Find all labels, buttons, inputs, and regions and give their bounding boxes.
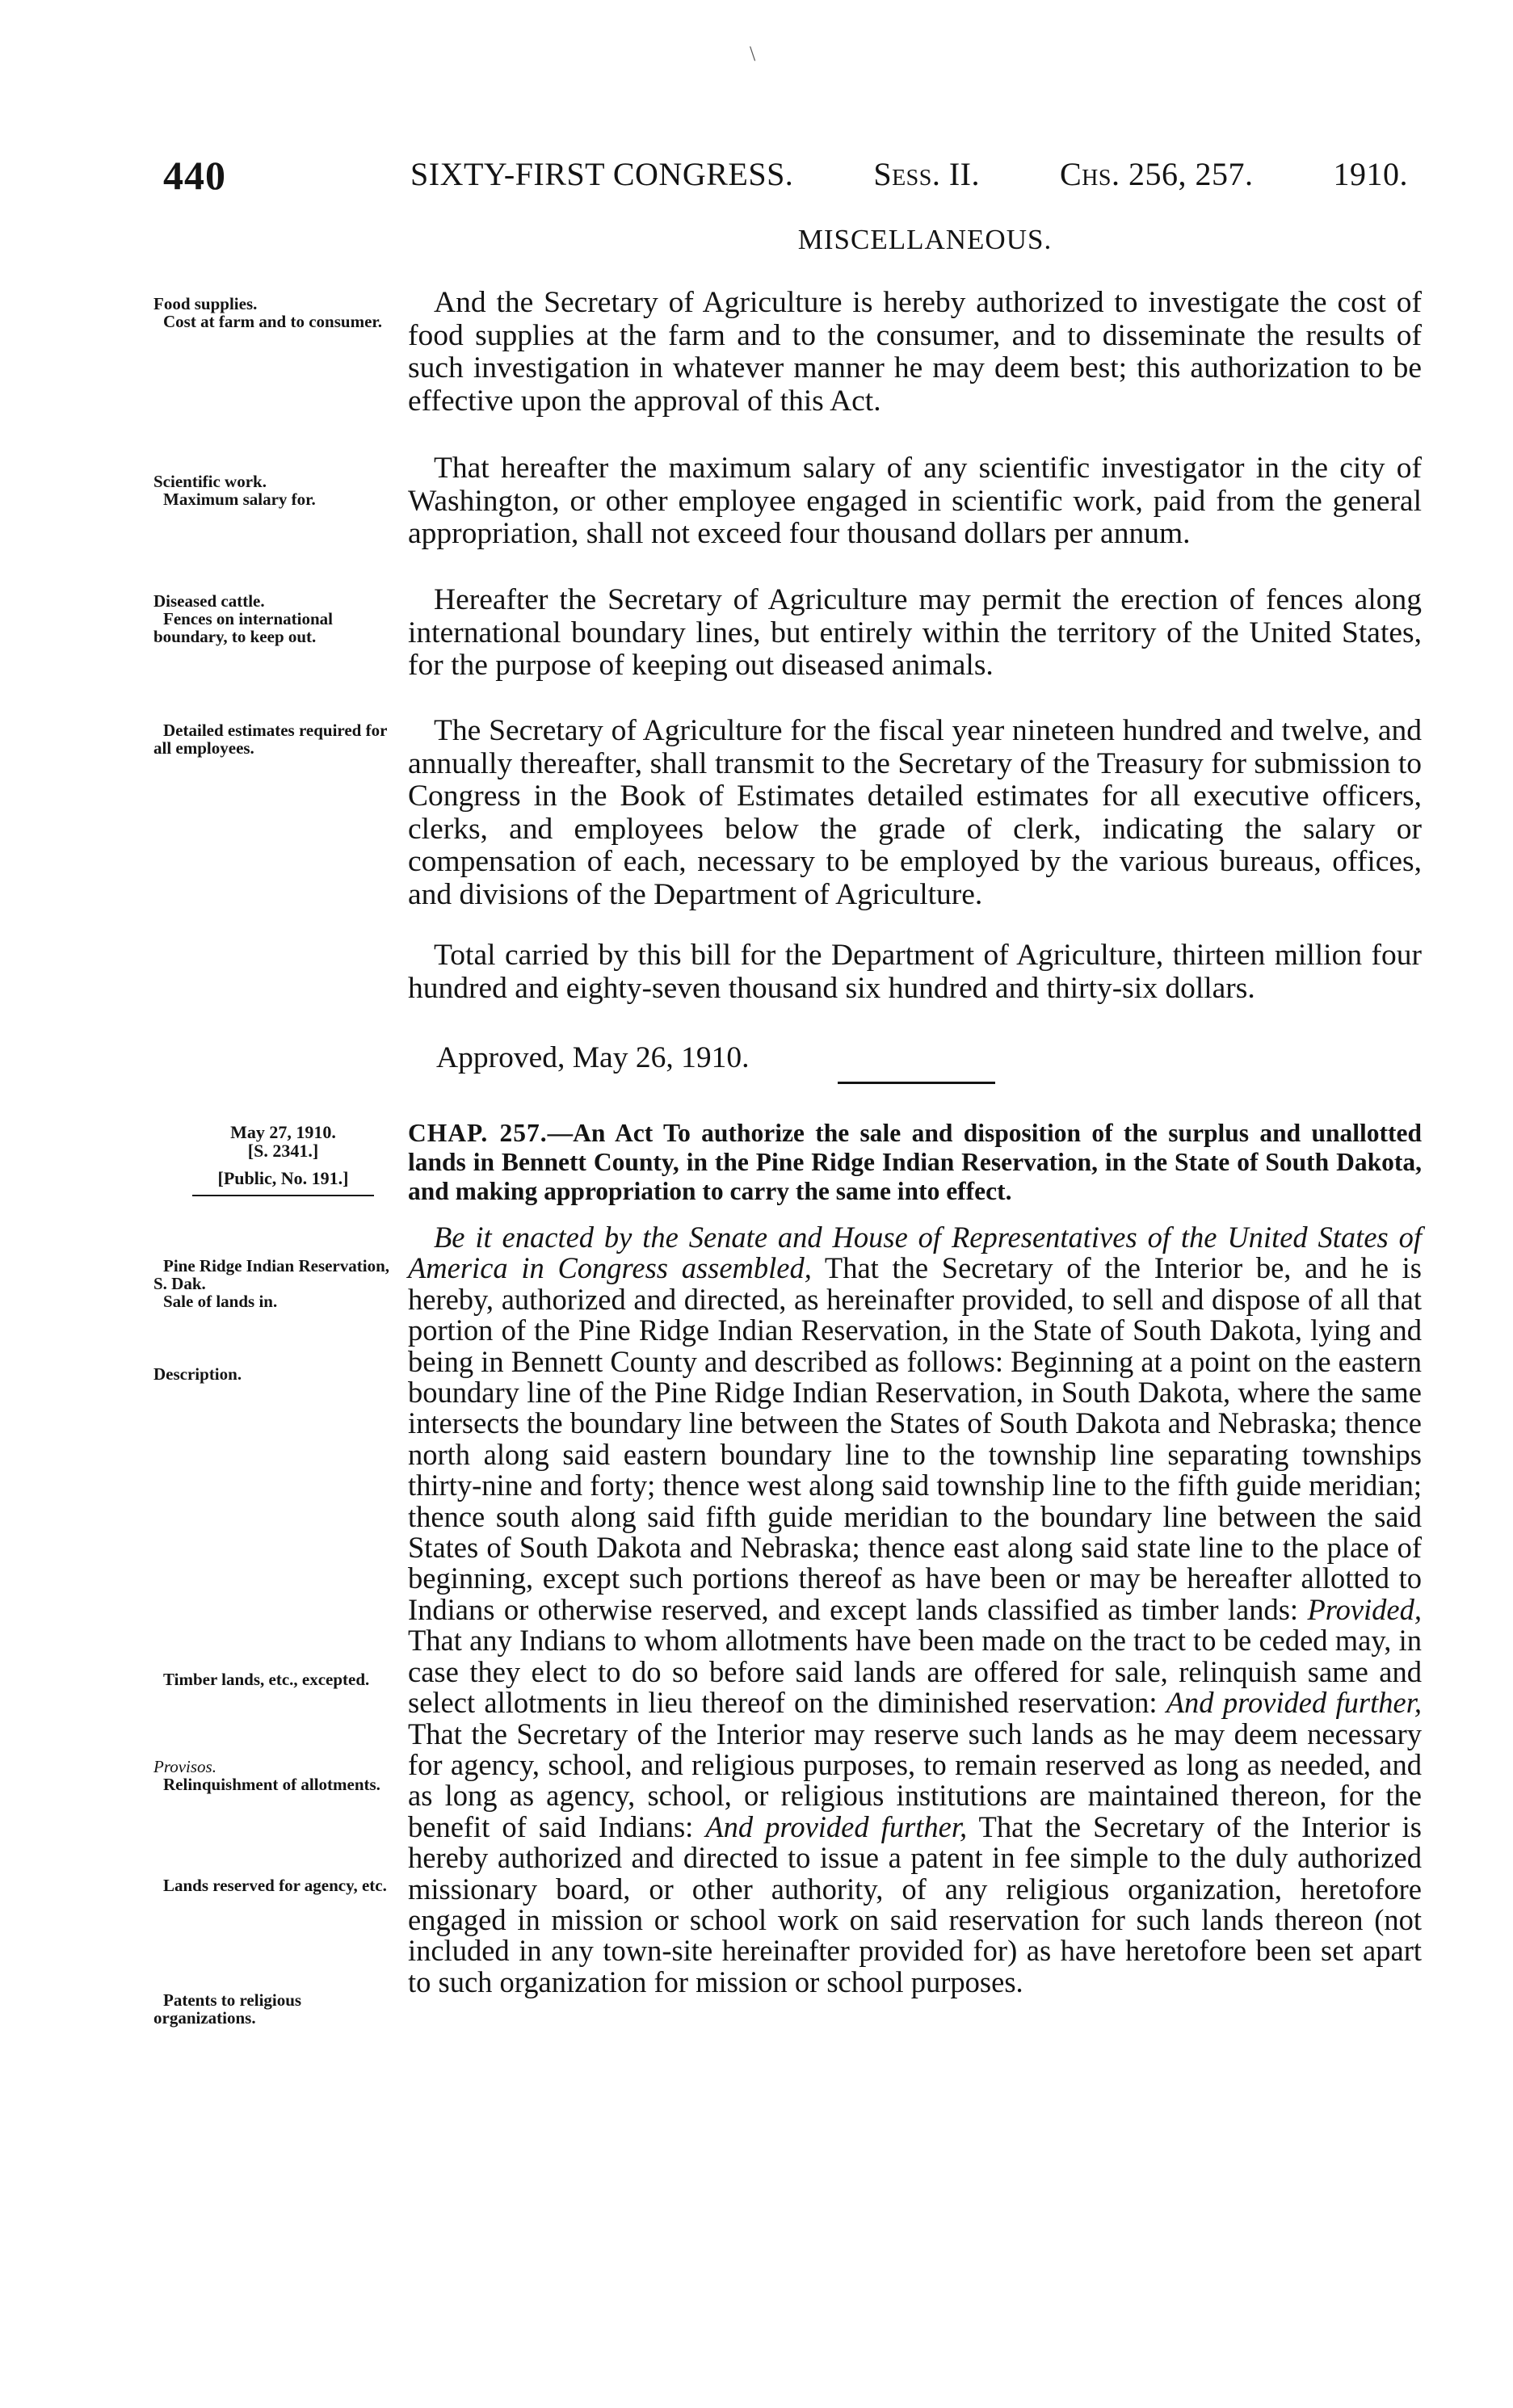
paragraph-estimates-text: The Secretary of Agriculture for the fiscal year nineteen hundred and twelve, and annually thereafter, shall transmit to the Secretary of the Treasury for submission to Congress in the Book of Estimates detailed estimates for all executive officers, clerks, and employees below the grade of clerk, indicating the salary or compensation of each, necessary to be employed by the various bureaus, offices, and divisions of the Department of Agriculture. [408,714,1422,911]
paragraph-food-supplies [408,287,1422,418]
margin-note-relinquish: Relinquishment of allotments. [163,1775,380,1794]
chapter-public-law: [Public, No. 191.] [217,1168,349,1188]
margin-note-agency-text: Lands reserved for agency, etc. [163,1876,387,1895]
margin-note-food-sub: Cost at farm and to consumer. [163,312,383,331]
act-text-4: That the Secretary of the Interior is hereby authorized and directed to issue a patent in fee simple to the duly authorized missionary board, or other authority, of any religious organization, heretofore engaged in mission or school work on said reservation for such lands thereon (not included in any town-site hereinafter provided for) as have heretofore been set apart to such organization for mission or school purposes. [408,1809,1422,1998]
margin-note-agency [153,1876,400,1894]
paragraph-total [408,939,1422,1005]
paragraph-total-text: Total carried by this bill for the Department of Agriculture, thirteen million four hundred and eighty-seven thousand six hundred and thirty-six dollars. [408,939,1422,1005]
act-text-1: That the Secretary of the Interior be, and he is hereby, authorized and directed, as hereinafter provided, to sell and dispose of all that portion of the Pine Ridge Indian Reservation, in the State of South Dakota, lying and being in Bennett County and described as follows: Beginning at a point on the eastern boundary line of the Pine Ridge Indian Reservation, in South Dakota, where the same intersects the boundary line between the States of South Dakota and Nebraska; thence north along said eastern boundary line to the township line separating townships thirty-nine and forty; thence west along said township line to the fifth guide meridian; thence south along said fifth guide meridian to the boundary line between the said States of South Dakota and Nebraska; thence east along said state line to the place of beginning, except such portions thereof as have been or may be hereafter allotted to Indians or otherwise reserved, and except lands classified as timber lands: [408,1251,1423,1626]
margin-note-pine-ridge-heading: Pine Ridge Indian Reservation, S. Dak. [153,1256,390,1293]
running-head [410,155,1408,193]
chapter-heading [408,1119,1422,1206]
margin-note-science [153,473,400,508]
chapter-label: CHAP. 257. [408,1119,548,1147]
margin-note-food [153,295,400,330]
paragraph-estimates [408,715,1422,911]
margin-note-sale: Sale of lands in. [163,1292,278,1311]
margin-note-description: Description. [153,1364,242,1384]
paragraph-fences [408,584,1422,683]
margin-note-science-sub: Maximum salary for. [163,490,316,509]
margin-note-patents-text: Patents to religious organizations. [153,1990,302,2028]
section-title: MISCELLANEOUS. [797,224,1053,255]
approved-line: Approved, May 26, 1910. [436,1041,750,1074]
public-rule [192,1195,374,1196]
margin-note-timber [153,1670,400,1688]
enacting-clause: Be it enacted by the Senate and House of Representatives of the United States of America in Congress assembled, [408,1221,1422,1285]
margin-note-cattle [153,592,400,645]
section-divider [838,1082,995,1084]
paragraph-salary-text: That hereafter the maximum salary of any scientific investigator in the city of Washington, or other employee engaged in scientific work, paid from the general appropriation, shall not exceed four thousand dollars per annum. [408,452,1422,550]
margin-note-estimates [153,721,400,757]
proviso-1: Provided, [1307,1592,1422,1626]
margin-note-provisos [153,1758,400,1793]
margin-note-food-heading: Food supplies. [153,294,258,313]
proviso-2: And provided further, [1166,1686,1422,1720]
act-text-3: That the Secretary of the Interior may reserve such lands as he may deem necessary for agency, school, and religious purposes, to remain reserved as long as needed, and as long as agency, school, or religious institutions are maintained thereon, for the benefit of said Indians: [408,1717,1422,1843]
act-body [408,1222,1422,1998]
chapters: Chs. 256, 257. [1059,156,1254,192]
chapter-date: May 27, 1910. [230,1122,336,1142]
congress-title: SIXTY-FIRST CONGRESS. [410,156,794,192]
page-number: 440 [163,153,226,198]
act-text-2: That any Indians to whom allotments have been made on the tract to be ceded may, in case they elect to do so before said lands are offered for sale, relinquish same and select allotments in lieu thereof on the diminished reservation: [408,1624,1422,1720]
paragraph-food-text: And the Secretary of Agriculture is hereby authorized to investigate the cost of food supplies at the farm and to the consumer, and to disseminate the results of such investigation in whatever manner he may deem best; this authorization to be effective upon the approval of this Act. [408,286,1422,418]
margin-note-patents [153,1991,400,2027]
chapter-title: —An Act To authorize the sale and disposition of the surplus and unallotted lands in Bennett County, in the Pine Ridge Indian Reservation, in the State of South Dakota, and making appropriation to carry the same into effect. [408,1119,1422,1205]
margin-note-cattle-sub: Fences on international boundary, to keep out. [153,609,333,646]
margin-note-pine-ridge [153,1257,400,1310]
chapter-bill: [S. 2341.] [247,1141,319,1161]
proviso-3: And provided further, [705,1809,968,1843]
year: 1910. [1333,156,1408,192]
session: Sess. II. [873,156,980,192]
paragraph-salary [408,452,1422,551]
margin-note-estimates-text: Detailed estimates required for all employees. [153,721,388,758]
paragraph-fences-text: Hereafter the Secretary of Agriculture may permit the erection of fences along international boundary lines, but entirely within the territory of the United States, for the purpose of keeping out diseased animals. [408,583,1422,682]
margin-note-cattle-heading: Diseased cattle. [153,591,265,611]
margin-note-science-heading: Scientific work. [153,472,267,491]
margin-note-timber-text: Timber lands, etc., excepted. [163,1670,370,1689]
scan-mark: \ [750,42,756,65]
margin-note-provisos-heading: Provisos. [153,1757,216,1776]
